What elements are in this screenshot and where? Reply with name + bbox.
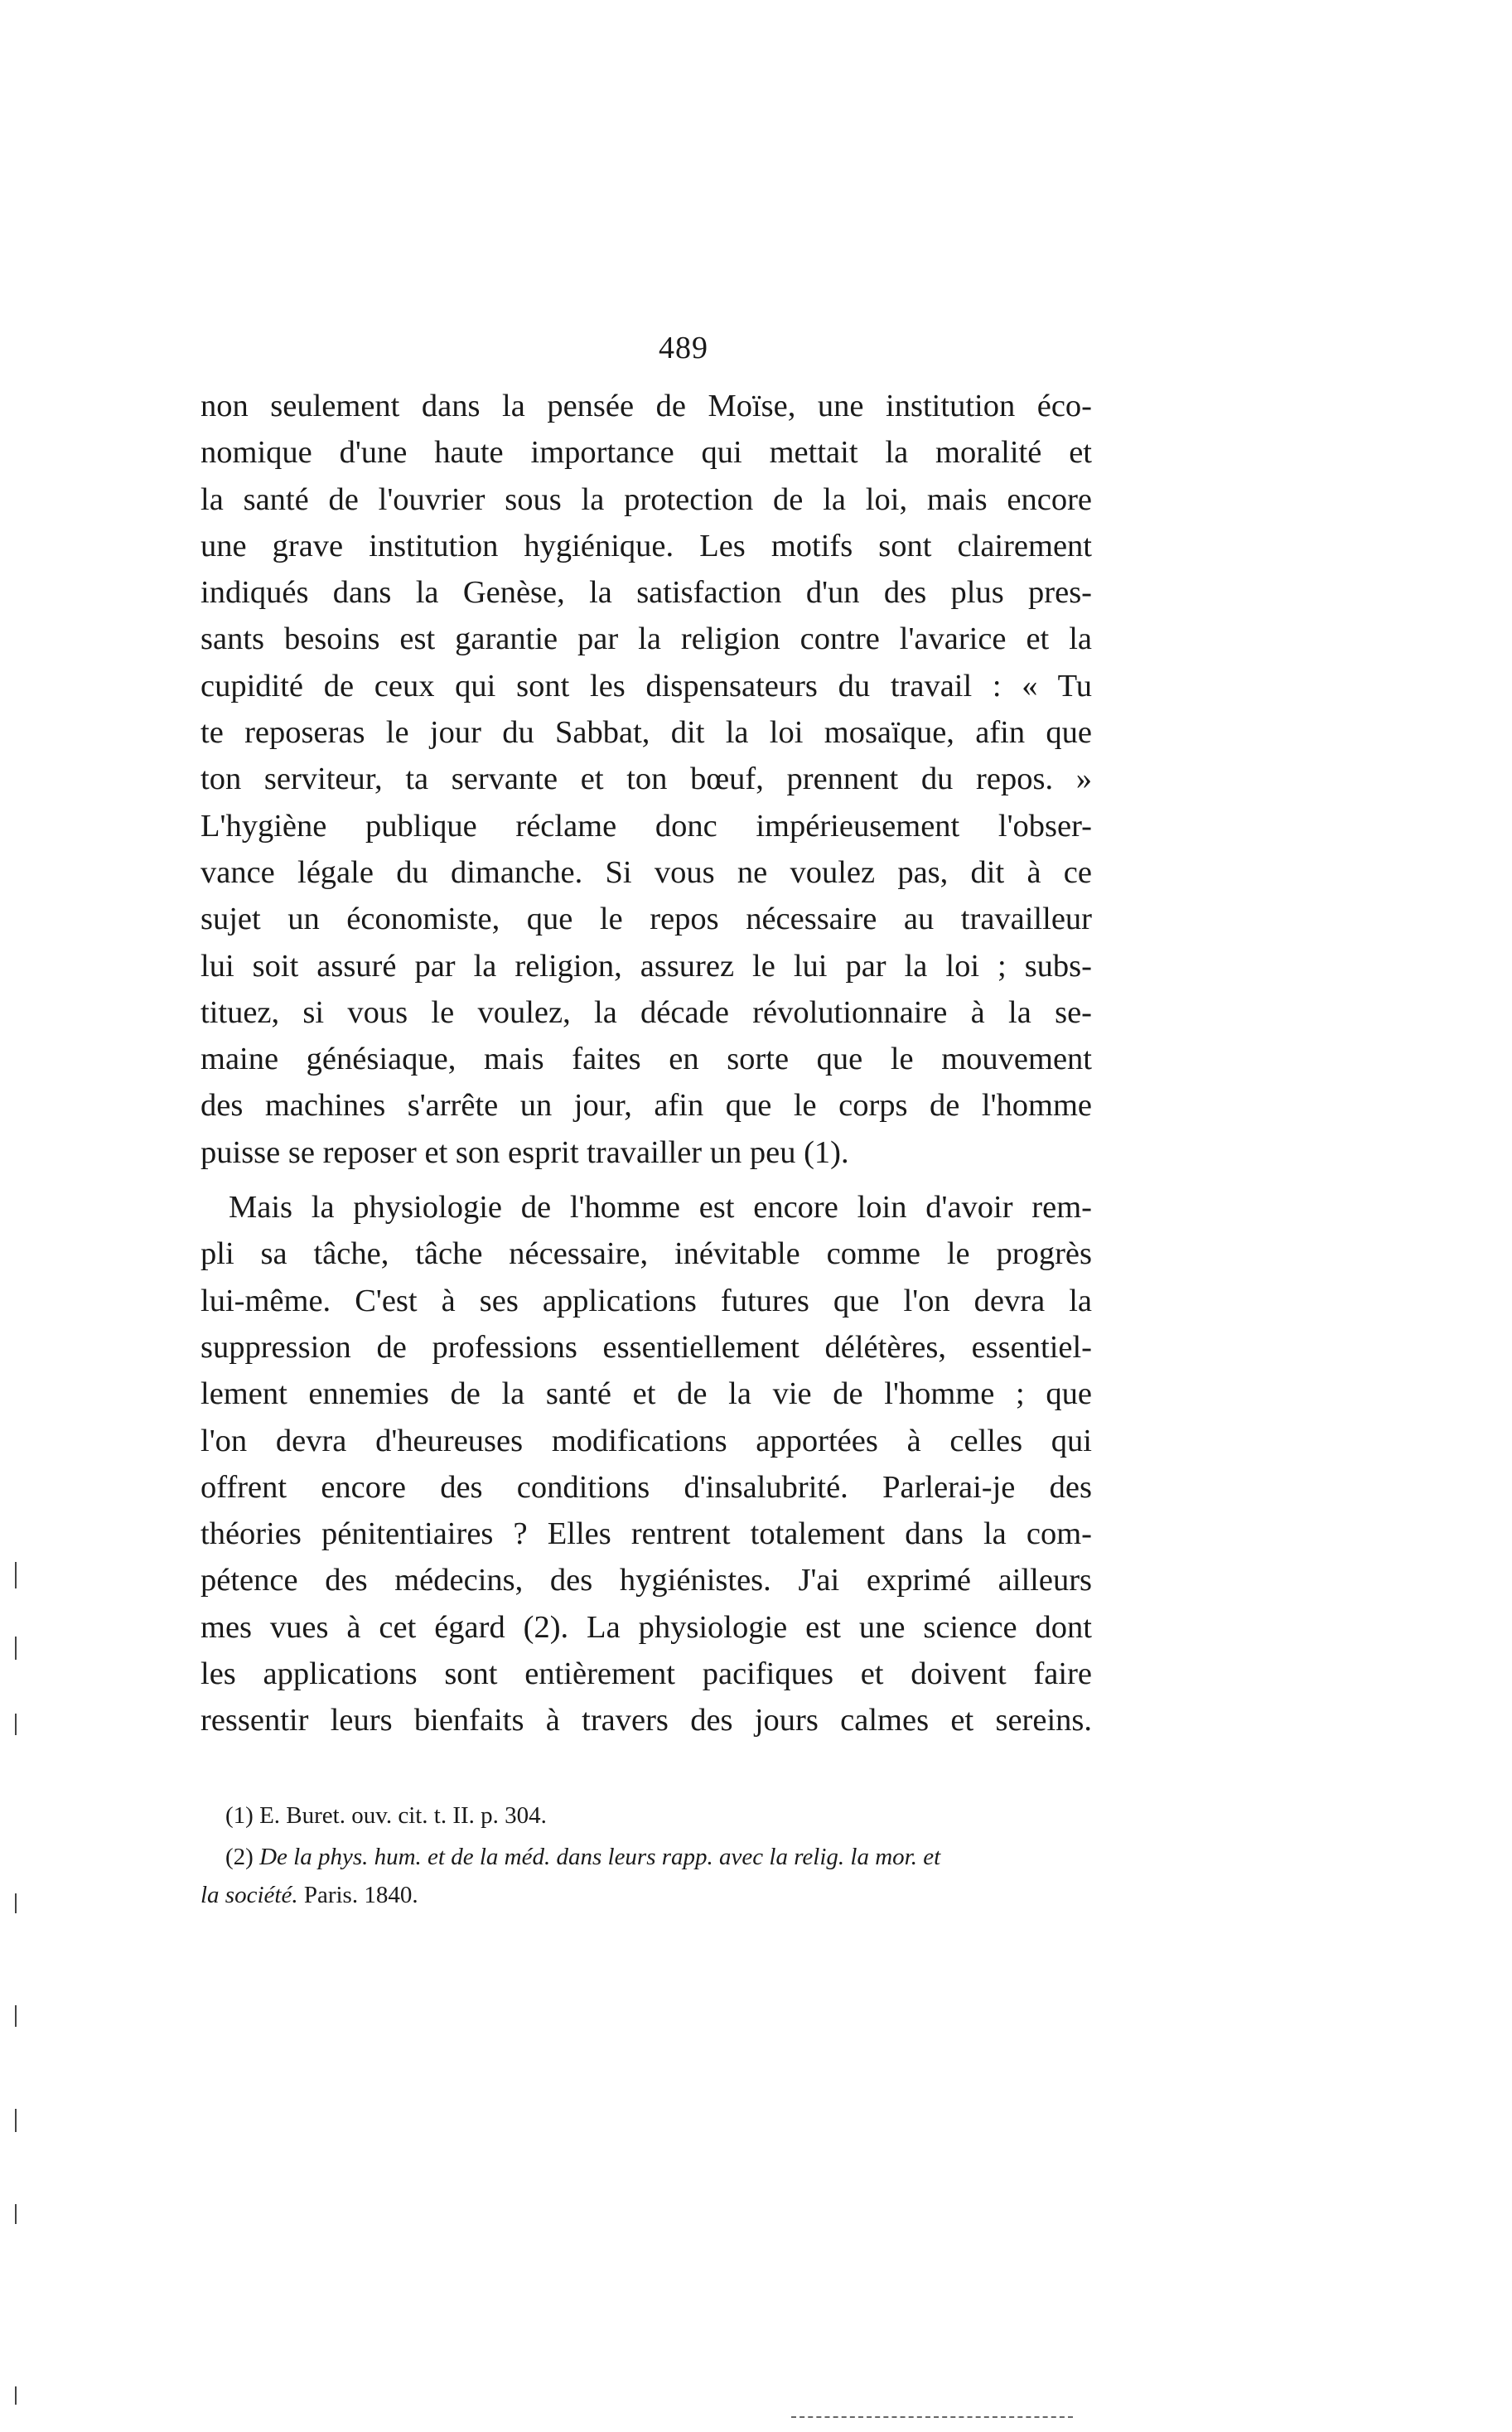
text-line: sants besoins est garantie par la religion contre l'avarice et la [200, 621, 1092, 657]
text-line: des machines s'arrête un jour, afin que le corps de l'homme [200, 1088, 1092, 1124]
text-line: indiqués dans la Genèse, la satisfaction d'un des plus pres- [200, 575, 1092, 611]
scan-margin-mark [15, 1637, 17, 1660]
text-line: une grave institution hygiénique. Les motifs sont clairement [200, 528, 1092, 563]
paragraph-2 [200, 1184, 1092, 1744]
text-line: maine génésiaque, mais faites en sorte que le mouvement [200, 1042, 1092, 1077]
text-line: pétence des médecins, des hygiénistes. J'ai exprimé ailleurs [200, 1563, 1092, 1598]
text-line: ressentir leurs bienfaits à travers des jours calmes et sereins. [200, 1703, 1092, 1738]
text-line: lui-même. C'est à ses applications futures que l'on devra la [200, 1283, 1092, 1318]
paragraph-1 [200, 383, 1092, 1176]
scan-margin-mark [15, 1562, 17, 1588]
footnote-2-title: De la phys. hum. et de la méd. dans leurs rapp. avec la relig. la mor. et [259, 1844, 941, 1870]
text-line: nomique d'une haute importance qui mettait la moralité et [200, 435, 1092, 471]
text-line: lui soit assuré par la religion, assurez le lui par la loi ; subs- [200, 948, 1092, 984]
footnote-2-imprint: Paris. 1840. [303, 1882, 418, 1908]
scan-margin-mark [15, 2109, 17, 2132]
text-line: sujet un économiste, que le repos nécessaire au travailleur [200, 902, 1092, 937]
text-line: L'hygiène publique réclame donc impérieusement l'obser- [200, 808, 1092, 844]
footnote-2-marker: (2) [225, 1844, 254, 1870]
text-line: cupidité de ceux qui sont les dispensateurs du travail : « Tu [200, 668, 1092, 703]
text-line: puisse se reposer et son esprit travailler un peu (1). [200, 1134, 849, 1170]
page-number: 489 [659, 331, 708, 365]
text-line: vance légale du dimanche. Si vous ne voulez pas, dit à ce [200, 854, 1092, 890]
scan-margin-mark [15, 1893, 17, 1913]
footnote-1: (1) E. Buret. ouv. cit. t. II. p. 304. [225, 1802, 547, 1829]
scan-edge-rule [791, 2416, 1073, 2418]
scan-margin-mark [15, 2386, 17, 2405]
footnote-2-continuation [200, 1876, 1092, 1914]
text-line: tituez, si vous le voulez, la décade révolutionnaire à la se- [200, 994, 1092, 1030]
text-line: la santé de l'ouvrier sous la protection de la loi, mais encore [200, 481, 1092, 517]
footnotes [200, 1796, 1092, 1914]
text-line: mes vues à cet égard (2). La physiologie est une science dont [200, 1609, 1092, 1645]
scan-margin-mark [15, 2005, 17, 2027]
text-line: offrent encore des conditions d'insalubrité. Parlerai-je des [200, 1469, 1092, 1505]
text-line: théories pénitentiaires ? Elles rentrent totalement dans la com- [200, 1516, 1092, 1552]
body-text [200, 383, 1092, 1744]
footnote-2 [200, 1838, 1092, 1876]
text-line: suppression de professions essentiellement délétères, essentiel- [200, 1329, 1092, 1365]
text-line: lement ennemies de la santé et de la vie de l'homme ; que [200, 1376, 1092, 1412]
text-line: Mais la physiologie de l'homme est encore loin d'avoir rem- [229, 1190, 1092, 1226]
text-line: les applications sont entièrement pacifiques et doivent faire [200, 1656, 1092, 1692]
scan-margin-mark [15, 1714, 17, 1735]
text-line: pli sa tâche, tâche nécessaire, inévitable comme le progrès [200, 1236, 1092, 1272]
scan-margin-mark [15, 2204, 17, 2224]
text-line: ton serviteur, ta servante et ton bœuf, prennent du repos. » [200, 762, 1092, 797]
text-line: non seulement dans la pensée de Moïse, une institution éco- [200, 389, 1092, 423]
text-line: te reposeras le jour du Sabbat, dit la loi mosaïque, afin que [200, 715, 1092, 751]
text-line: l'on devra d'heureuses modifications apportées à celles qui [200, 1423, 1092, 1458]
footnote-2-title-end: la société. [200, 1882, 298, 1908]
